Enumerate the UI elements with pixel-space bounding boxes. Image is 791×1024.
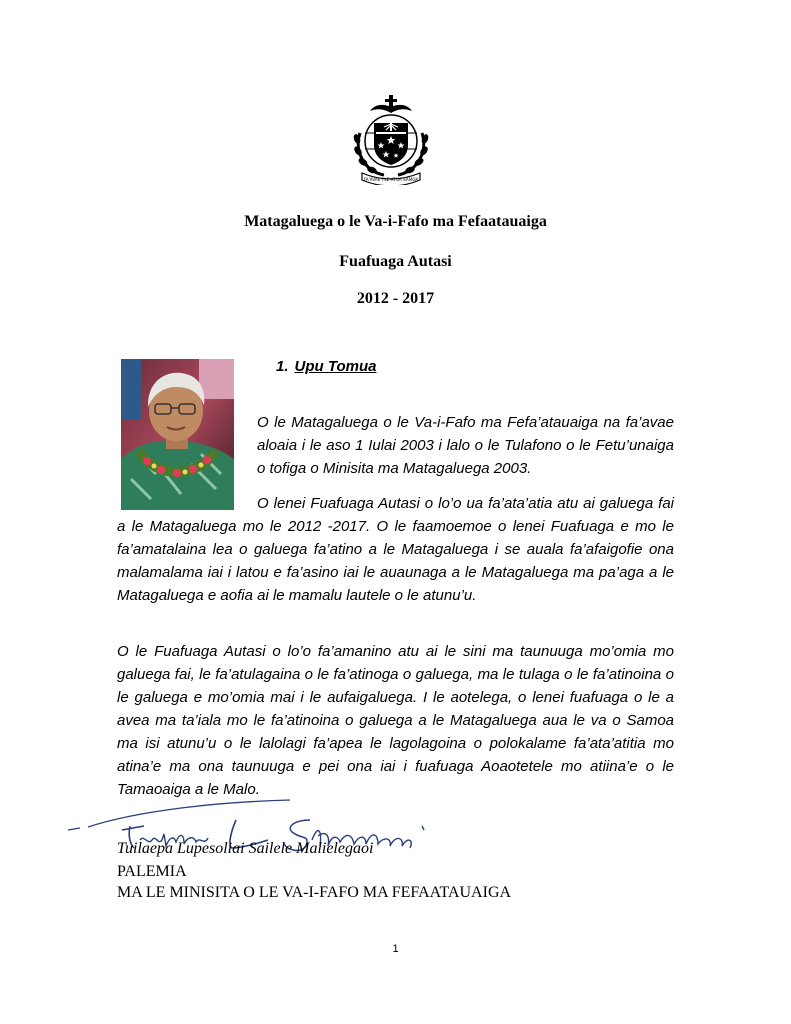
document-title: Fuafuaga Autasi xyxy=(339,253,452,270)
section-title: Upu Tomua xyxy=(294,358,377,375)
page-number: 1 xyxy=(392,943,399,955)
paragraph-1: O le Matagaluega o le Va-i-Fafo ma Fefa’atauaiga na fa’avae aloaia i le aso 1 Iulai 2003 i lalo o le Tulafono o le Fetu’unaiga o tofiga o Minisita ma Matagaluega 2003. xyxy=(257,414,674,477)
paragraph-3: O le Fuafuaga Autasi o lo’o fa’amanino atu ai le sini ma taunuuga mo’omia mo galuega fai, le fa’atulagaina o le fa’atinoga o galuega, ma le tulaga o le fa’atinoina o le galuega e mo’omia mai i le aufaigaluega. I le aotelega, o lenei fuafuaga o le a avea ma ta’iala mo le fa’atinoina o galuega a le Matagaluega aua le va o Samoa ma isi atunu’u o le lalolagi fa’apea le lagolagoina o polokalame fa’ata’atitia mo atina’e ma ona taunuuga e pei ona iai i fuafuaga Aoaotetele mo atiina’e o le Tamaoaiga a le Malo. xyxy=(117,643,674,798)
plan-period: 2012 - 2017 xyxy=(356,290,435,307)
section-heading xyxy=(276,358,376,375)
samoa-coat-of-arms-icon xyxy=(348,93,434,185)
section-number: 1. xyxy=(276,358,289,375)
signatory-title: PALEMIA xyxy=(117,863,187,880)
seal-motto: FA'AVAE I LE ATUA SAMOA xyxy=(363,177,419,182)
ministry-title: Matagaluega o le Va-i-Fafo ma Fefaatauaiga xyxy=(244,213,547,230)
signatory-name: Tuilaepa Lupesoliai Sailele Malielegaoi xyxy=(117,840,374,857)
signatory-office: MA LE MINISITA O LE VA-I-FAFO MA FEFAATAUAIGA xyxy=(117,884,512,901)
minister-portrait-photo xyxy=(121,359,234,510)
paragraph-2: O lenei Fuafuaga Autasi o lo’o ua fa’ata’atia atu ai galuega fai a le Matagaluega mo le 2012 -2017. O le faamoemoe o lenei Fuafuaga e mo le fa’amatalaina lea o galuega fa’atino a le Matagaluega i se auala fa’afaigofie ona malamalama iai i latou e fa’asino iai le auaunaga a le Matagaluega ma pa’aga a le Matagaluega e aofia ai le mamalu lautele o le atunu’u. xyxy=(117,495,674,604)
